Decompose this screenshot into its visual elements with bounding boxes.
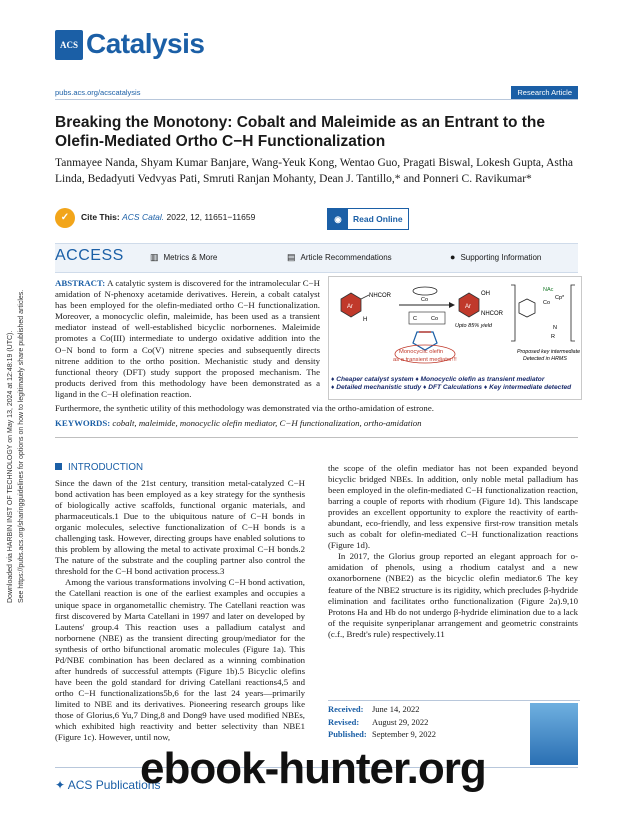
cite-text	[81, 212, 255, 222]
author-list: Tanmayee Nanda, Shyam Kumar Banjare, Wang-Yeuk Kong, Wentao Guo, Pragati Biswal, Lokesh Gupta, Astha Linda, Bedadyuti Vedvyas Pati, Smruti Ranjan Mohanty, Dean J. Tantillo,* and Ponneri C. Ravikumar*	[55, 157, 573, 185]
header-rule	[55, 99, 578, 100]
toc-nhcor-1: NHCOR	[369, 293, 391, 299]
read-online-label: Read Online	[353, 214, 403, 224]
metrics-label: Metrics & More	[163, 253, 218, 262]
toc-h: H	[363, 317, 368, 323]
supporting-info-link[interactable]	[450, 252, 541, 262]
keywords	[55, 418, 585, 429]
abstract	[55, 278, 320, 400]
published-date: September 9, 2022	[372, 729, 436, 739]
toc-yield: Upto 85% yield	[455, 323, 492, 329]
toc-co-2: Co	[431, 316, 439, 322]
cite-journal[interactable]: ACS Catal.	[122, 212, 165, 222]
toc-scheme	[329, 277, 581, 375]
toc-nhcor-2: NHCOR	[481, 311, 503, 317]
read-online-button[interactable]	[327, 208, 409, 230]
bracket-left	[511, 285, 515, 341]
metrics-link[interactable]	[150, 252, 217, 263]
watermark-text: ebook-hunter.org	[140, 744, 486, 793]
intermediate-ring	[519, 299, 535, 317]
cite-icon: ✓	[55, 208, 75, 228]
recommendations-link[interactable]	[287, 252, 392, 263]
toc-cpstar: Cp*	[555, 295, 565, 301]
toc-mono-2: as a transient mediator!!!	[393, 357, 457, 363]
si-icon: ●	[450, 252, 456, 262]
download-note-line-2: See https://pubs.acs.org/sharingguidelines for options on how to legitimately share published articles.	[18, 289, 25, 603]
section-separator	[55, 437, 578, 438]
intro-paragraph-3: the scope of the olefin mediator has not been expanded beyond bicyclic bridged NBEs. In addition, only noble metal palladium has been employed in the olefin-mediated C−H functionalization reaction, barring a couple of reports with rhodium (Figure 1d). This landscape provides an excellent opportunity to explore the reactivity of earth-abundant, eco-friendly, and less expensive first-row transition metals such as cobalt for olefin-mediated C−H functionalization reactions (Figure 1d).	[328, 463, 578, 551]
right-column	[328, 463, 578, 640]
bond-line	[361, 295, 369, 299]
published-label: Published:	[328, 729, 367, 739]
document-icon: ▤	[287, 252, 296, 262]
globe-icon: ◉	[328, 209, 348, 229]
recommendations-label: Article Recommendations	[300, 253, 392, 262]
bracket-right	[571, 285, 575, 341]
arrow-head	[449, 302, 455, 308]
keywords-label: KEYWORDS:	[55, 418, 111, 428]
acs-logo: ACS	[55, 30, 83, 60]
cite-row	[55, 208, 578, 230]
toc-nac: NAc	[543, 287, 554, 293]
access-bar	[55, 243, 578, 273]
supporting-info-label: Supporting Information	[460, 253, 542, 262]
toc-legend-2: ♦ Detailed mechanistic study ♦ DFT Calculations ♦ Key intermediate detected	[331, 384, 572, 391]
intro-paragraph-4: In 2017, the Glorius group reported an elegant approach for o-amidation of phenols, using a rhodium catalyst and a new oxanorbornene (NBE2) as the bicyclic olefin mediator.6 The key feature of the NBE2 structure is its rigidity, which precludes β-hydride elimination and facilitates ortho functionalization (Figure 2a).9,10 Protons Ha and Hb do not undergo β-hydride elimination due to a lack of the requisite synperiplanar arrangement and geometric constraints (c.f., Bredt's rule) respectively.11	[328, 551, 578, 639]
toc-co-3: Co	[543, 300, 551, 306]
cite-label: Cite This:	[81, 212, 120, 222]
maleimide-ring	[413, 332, 437, 350]
toc-graphic	[328, 276, 582, 400]
left-column	[55, 478, 305, 743]
toc-n: N	[553, 325, 557, 331]
ar-label: Ar	[347, 304, 353, 310]
cp-ring	[413, 287, 437, 295]
received-date: June 14, 2022	[372, 704, 420, 714]
abstract-label: ABSTRACT:	[55, 278, 106, 288]
toc-oh: OH	[481, 291, 490, 297]
ar-label-2: Ar	[465, 304, 471, 310]
journal-name: Catalysis	[86, 28, 205, 59]
intro-paragraph-2: Among the various transformations involving C−H bond activation, the Catellani reaction is one of the earliest examples and occupies a unique space in organometallic chemistry. The Catellani reaction was first discovered by Marta Catellani in 1997 and later on developed by Lautens' group.4 This reaction uses a palladium catalyst and norbornene (NBE) as the transient directing group/mediator for the synthesis of ortho bifunctional aromatic molecules (Figure 1a). This Pd/NBE combination has been declared as a winning combination after hundreds of successful attempts (Figure 1b).5 Bicyclic olefins have been the gold standard for driving Catellani reactions4,5 and ortho C−H functionalizations5b,6 for the last 24 years—primarily limited to NBE and its derivatives. Pioneering research groups like those of Glorius,6 Yu,7 Ding,8 and Dong9 have used modified NBEs, which exhibited high reactivity and better selectivity than NBE1 (Figure 1c). However, until now,	[55, 577, 305, 743]
acs-shield-icon: ✦	[55, 778, 68, 792]
revised-label: Revised:	[328, 716, 360, 727]
toc-r: R	[551, 334, 555, 340]
download-note	[3, 225, 33, 605]
article-dates	[328, 703, 458, 741]
journal-url[interactable]: pubs.acs.org/acscatalysis	[55, 88, 141, 97]
revised-date: August 29, 2022	[372, 716, 429, 727]
toc-csp3: C	[413, 316, 417, 322]
toc-prop-2: Detected in HRMS	[523, 356, 567, 362]
bar-chart-icon: ▥	[150, 252, 159, 262]
intro-heading	[55, 462, 143, 473]
article-title: Breaking the Monotony: Cobalt and Maleimide as an Entrant to the Olefin-Mediated Ortho C−H Functionalization	[55, 114, 546, 150]
received-label: Received:	[328, 704, 364, 714]
download-note-line-1: Downloaded via HARBIN INST OF TECHNOLOGY on May 13, 2024 at 12:48:19 (UTC).	[7, 330, 14, 603]
toc-co: Co	[421, 297, 429, 303]
cite-rest: 2022, 12, 11651−11659	[164, 212, 256, 222]
toc-legend-1: ♦ Cheaper catalyst system ♦ Monocyclic olefin as transient mediator	[331, 376, 545, 383]
toc-prop: Proposed key intermediate	[517, 349, 581, 355]
article-type-badge: Research Article	[511, 86, 578, 99]
journal-cover-thumbnail	[530, 703, 578, 765]
abstract-text: A catalytic system is discovered for the intramolecular C−H amidation of N-phenoxy acetamide derivatives. Herein, a cobalt catalyst has been employed for the olefin-mediated ortho C−H functionalization. Moreover, a monocyclic olefin, maleimide, has been used as a transient mediator instead of well-established bicyclic norbornenes. Maleimide promotes a Co(III) intermediate to undergo oxidative addition into the O−N bond to form a Co(V) nitrene species and subsequently directs nitrene addition to the ortho position. Mechanistic study and density functional theory (DFT) study support the proposed mechanism. The products derived from this methodology have been demonstrated as a ligand in the C−H olefination reaction.	[55, 278, 320, 399]
square-bullet-icon	[55, 463, 62, 470]
keywords-text: cobalt, maleimide, monocyclic olefin mediator, C−H functionalization, ortho-amidation	[110, 418, 422, 428]
dates-rule	[328, 700, 580, 701]
toc-legend	[331, 376, 579, 392]
abstract-continued: Furthermore, the synthetic utility of this methodology was demonstrated via the ortho-amidation of estrone.	[55, 403, 434, 413]
publisher-name: ACS Publications	[67, 778, 161, 792]
intro-heading-label: INTRODUCTION	[68, 462, 144, 473]
toc-mono: Monocyclic olefin	[399, 349, 444, 355]
intro-paragraph-1: Since the dawn of the 21st century, transition metal-catalyzed C−H bond activation has been employed as a key strategy for the synthesis of biologically active scaffolds, functional organic materials, and pharmaceuticals.1 Due to the ubiquitous nature of C−H bonds in organic molecules, selective functionalization of C−H bonds is a challenging task. However, directing groups have enabled solutions to this problem by allowing the metal to activate proximal C−H bonds.2 The nature of the substrate and the coupling partner also control the threshold for the C−H bond activation process.3	[55, 478, 305, 577]
access-label: ACCESS	[55, 247, 124, 264]
